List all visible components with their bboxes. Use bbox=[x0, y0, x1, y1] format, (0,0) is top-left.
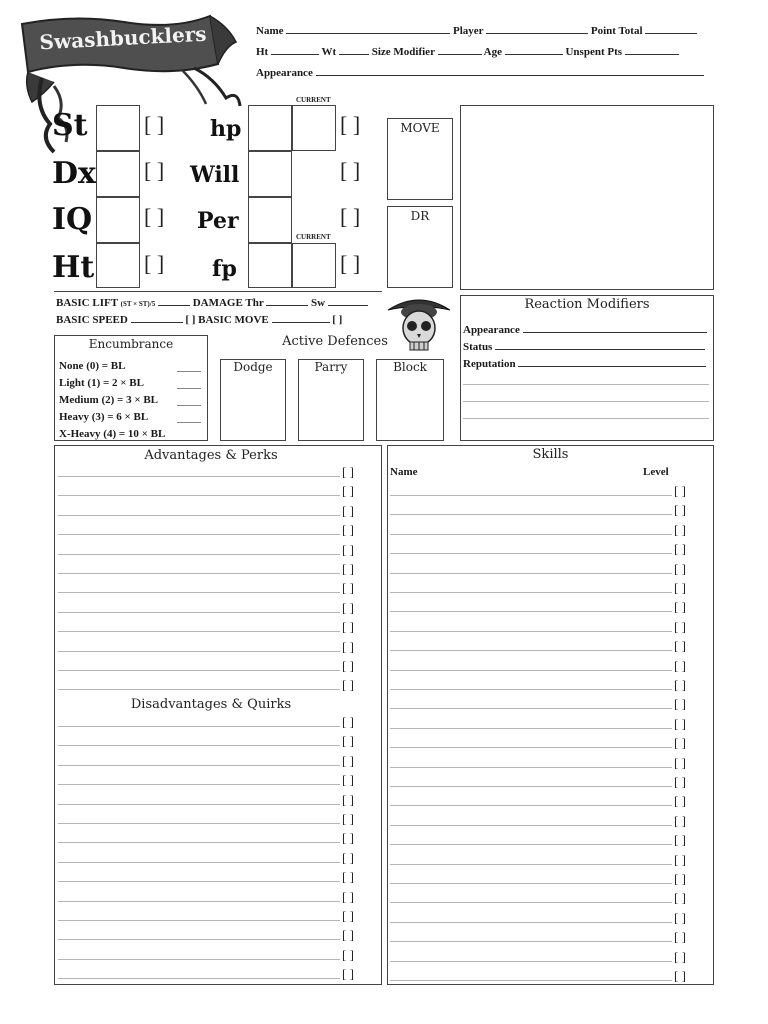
skill-row-cost[interactable]: [ ] bbox=[674, 871, 686, 886]
reaction-reputation-label: Reputation bbox=[463, 358, 516, 370]
skills-level-header: Level bbox=[643, 466, 669, 478]
attr-fp-cost[interactable]: [ ] bbox=[340, 251, 361, 276]
encumbrance-value-light[interactable] bbox=[177, 372, 201, 389]
wt-label: Wt bbox=[321, 46, 337, 58]
name-field[interactable] bbox=[286, 24, 450, 34]
disadvantage-row-line[interactable] bbox=[58, 881, 340, 882]
reaction-reputation-field[interactable] bbox=[518, 357, 706, 367]
header-row-2 bbox=[256, 45, 679, 58]
basic-lift-formula: (ST × ST)/5 bbox=[120, 300, 156, 308]
parry-box[interactable] bbox=[298, 359, 364, 441]
encumbrance-row-light[interactable]: Light (1) = 2 × BL bbox=[59, 377, 144, 389]
point-total-field[interactable] bbox=[645, 24, 697, 34]
skills-panel bbox=[387, 445, 714, 985]
skill-row-line[interactable] bbox=[390, 689, 672, 690]
skill-row-line[interactable] bbox=[390, 708, 672, 709]
skill-row-line[interactable] bbox=[390, 767, 672, 768]
disadvantage-row-cost[interactable]: [ ] bbox=[342, 946, 354, 962]
disadvantage-row-line[interactable] bbox=[58, 823, 340, 824]
disadvantage-row-line[interactable] bbox=[58, 765, 340, 766]
attr-st-box[interactable] bbox=[96, 105, 140, 151]
current-hp-label: CURRENT bbox=[296, 96, 331, 104]
reaction-appearance-label: Appearance bbox=[463, 324, 520, 336]
basic-speed-cost[interactable]: [ ] bbox=[185, 314, 196, 326]
skill-row-cost[interactable]: [ ] bbox=[674, 638, 686, 654]
point-total-label: Point Total bbox=[590, 25, 643, 37]
age-field[interactable] bbox=[505, 45, 563, 55]
disadvantage-row-line[interactable] bbox=[58, 939, 340, 940]
block-label: Block bbox=[393, 360, 427, 374]
parry-label: Parry bbox=[314, 360, 348, 374]
basic-move-field[interactable] bbox=[272, 313, 330, 323]
move-label: MOVE bbox=[400, 121, 440, 135]
disadvantage-row-cost[interactable]: [ ] bbox=[342, 830, 354, 846]
advantage-row-cost[interactable]: [ ] bbox=[342, 483, 354, 499]
dr-box[interactable] bbox=[387, 206, 453, 288]
skill-row-line[interactable] bbox=[390, 922, 672, 923]
encumbrance-value-medium[interactable] bbox=[177, 389, 201, 406]
disadvantage-row-cost[interactable]: [ ] bbox=[342, 714, 354, 729]
advantage-row-cost[interactable]: [ ] bbox=[342, 464, 354, 479]
skill-row-line[interactable] bbox=[390, 495, 672, 496]
advantage-row-line[interactable] bbox=[58, 612, 340, 613]
skill-row-cost[interactable]: [ ] bbox=[674, 754, 686, 770]
attr-iq-box[interactable] bbox=[96, 197, 140, 243]
skill-row-line[interactable] bbox=[390, 611, 672, 612]
disadvantage-row-line[interactable] bbox=[58, 726, 340, 727]
skill-row-line[interactable] bbox=[390, 573, 672, 574]
encumbrance-panel bbox=[54, 335, 208, 441]
attr-ht-label: Ht bbox=[52, 250, 95, 285]
basic-speed-label: BASIC SPEED bbox=[56, 314, 128, 326]
damage-thr-field[interactable] bbox=[266, 296, 308, 306]
skill-row-line[interactable] bbox=[390, 980, 672, 981]
advantage-row-line[interactable] bbox=[58, 689, 340, 690]
skill-row-line[interactable] bbox=[390, 534, 672, 535]
name-label: Name bbox=[256, 25, 284, 37]
attr-will-cost[interactable]: [ ] bbox=[340, 158, 361, 183]
current-fp-label: CURRENT bbox=[296, 233, 331, 241]
age-label: Age bbox=[483, 46, 502, 58]
appearance-label: Appearance bbox=[256, 67, 313, 79]
wt-field[interactable] bbox=[339, 45, 369, 55]
attr-iq-label: IQ bbox=[52, 202, 93, 237]
sw-field[interactable] bbox=[328, 296, 368, 306]
disadvantage-row-cost[interactable]: [ ] bbox=[342, 849, 354, 865]
advantage-row-line[interactable] bbox=[58, 631, 340, 632]
skill-row-cost[interactable]: [ ] bbox=[674, 618, 686, 634]
skill-row-cost[interactable]: [ ] bbox=[674, 580, 686, 595]
disadvantage-row-line[interactable] bbox=[58, 959, 340, 960]
skill-row-line[interactable] bbox=[390, 747, 672, 748]
size-modifier-field[interactable] bbox=[438, 45, 482, 55]
basic-move-label: BASIC MOVE bbox=[198, 314, 269, 326]
skill-row-cost[interactable]: [ ] bbox=[674, 502, 686, 518]
advantage-row-line[interactable] bbox=[58, 476, 340, 477]
header-row-3 bbox=[256, 66, 704, 79]
skill-row-cost[interactable]: [ ] bbox=[674, 948, 686, 964]
attr-fp-label: fp bbox=[212, 256, 237, 282]
reaction-line[interactable] bbox=[463, 384, 709, 385]
skill-row-line[interactable] bbox=[390, 883, 672, 884]
reaction-appearance-field[interactable] bbox=[523, 323, 707, 333]
attr-st-cost[interactable]: [ ] bbox=[144, 112, 165, 137]
skill-row-cost[interactable]: [ ] bbox=[674, 909, 686, 925]
skill-row-cost[interactable]: [ ] bbox=[674, 968, 686, 983]
skill-row-cost[interactable]: [ ] bbox=[674, 696, 686, 712]
skill-row-cost[interactable]: [ ] bbox=[674, 560, 686, 576]
unspent-pts-label: Unspent Pts bbox=[565, 46, 623, 58]
skill-row-cost[interactable]: [ ] bbox=[674, 599, 686, 615]
disadvantage-row-line[interactable] bbox=[58, 978, 340, 979]
encumbrance-value-none[interactable] bbox=[177, 358, 201, 372]
advantage-row-line[interactable] bbox=[58, 651, 340, 652]
size-modifier-label: Size Modifier bbox=[371, 46, 435, 58]
advantage-row-cost[interactable]: [ ] bbox=[342, 580, 354, 596]
disadvantages-title: Disadvantages & Quirks bbox=[130, 697, 292, 712]
player-field[interactable] bbox=[486, 24, 588, 34]
dr-label: DR bbox=[410, 209, 430, 223]
disadvantage-row-line[interactable] bbox=[58, 901, 340, 902]
reaction-status-field[interactable] bbox=[495, 340, 705, 350]
attr-hp-current-box[interactable] bbox=[292, 105, 336, 151]
skill-row-cost[interactable]: [ ] bbox=[674, 774, 686, 789]
skill-row-cost[interactable]: [ ] bbox=[674, 715, 686, 731]
skill-row-cost[interactable]: [ ] bbox=[674, 521, 686, 537]
basic-move-cost[interactable]: [ ] bbox=[332, 314, 343, 326]
banner-title: Swashbucklers bbox=[38, 21, 208, 55]
attr-iq-cost[interactable]: [ ] bbox=[144, 204, 165, 229]
skill-row-cost[interactable]: [ ] bbox=[674, 890, 686, 906]
reaction-status-label: Status bbox=[463, 341, 493, 353]
basic-lift-row bbox=[56, 296, 368, 309]
advantage-row-line[interactable] bbox=[58, 534, 340, 535]
attr-fp-current-box[interactable] bbox=[292, 243, 336, 288]
disadvantage-row-cost[interactable]: [ ] bbox=[342, 869, 354, 885]
basic-speed-field[interactable] bbox=[131, 313, 183, 323]
skills-name-header: Name bbox=[390, 466, 418, 478]
advantage-row-line[interactable] bbox=[58, 573, 340, 574]
disadvantage-row-cost[interactable]: [ ] bbox=[342, 927, 354, 943]
skill-row-line[interactable] bbox=[390, 631, 672, 632]
attr-dx-box[interactable] bbox=[96, 151, 140, 197]
encumbrance-value-heavy[interactable] bbox=[177, 406, 201, 423]
advantage-row-line[interactable] bbox=[58, 515, 340, 516]
disadvantage-row-cost[interactable]: [ ] bbox=[342, 811, 354, 826]
ht-field[interactable] bbox=[271, 45, 319, 55]
active-defences-title: Active Defences bbox=[282, 334, 388, 349]
unspent-pts-field[interactable] bbox=[625, 45, 679, 55]
encumbrance-row-medium[interactable]: Medium (2) = 3 × BL bbox=[59, 394, 159, 406]
attr-st-label: St bbox=[52, 108, 88, 143]
advantage-row-line[interactable] bbox=[58, 495, 340, 496]
skill-row-cost[interactable]: [ ] bbox=[674, 677, 686, 692]
advantage-row-line[interactable] bbox=[58, 554, 340, 555]
stats-divider bbox=[54, 291, 382, 292]
disadvantage-row-cost[interactable]: [ ] bbox=[342, 791, 354, 807]
attr-will-label: Will bbox=[190, 162, 240, 188]
disadvantage-row-line[interactable] bbox=[58, 745, 340, 746]
disadvantage-row-cost[interactable]: [ ] bbox=[342, 733, 354, 749]
reaction-line[interactable] bbox=[463, 401, 709, 402]
skill-row-cost[interactable]: [ ] bbox=[674, 735, 686, 751]
reaction-panel bbox=[460, 295, 714, 441]
advantage-row-cost[interactable]: [ ] bbox=[342, 599, 354, 615]
advantage-row-cost[interactable]: [ ] bbox=[342, 561, 354, 576]
basic-speed-row bbox=[56, 313, 342, 326]
disadvantage-row-line[interactable] bbox=[58, 862, 340, 863]
skill-row-line[interactable] bbox=[390, 902, 672, 903]
attr-per-cost[interactable]: [ ] bbox=[340, 204, 361, 229]
skill-row-line[interactable] bbox=[390, 864, 672, 865]
skills-title: Skills bbox=[532, 447, 569, 462]
skill-row-line[interactable] bbox=[390, 670, 672, 671]
disadvantage-row-cost[interactable]: [ ] bbox=[342, 772, 354, 788]
reaction-line[interactable] bbox=[463, 418, 709, 419]
disadvantage-row-cost[interactable]: [ ] bbox=[342, 888, 354, 904]
encumbrance-title: Encumbrance bbox=[88, 337, 174, 351]
ht-label: Ht bbox=[256, 46, 269, 58]
disadvantage-row-cost[interactable]: [ ] bbox=[342, 966, 354, 982]
advantage-row-cost[interactable]: [ ] bbox=[342, 522, 354, 538]
attr-ht-cost[interactable]: [ ] bbox=[144, 251, 165, 276]
advantage-row-cost[interactable]: [ ] bbox=[342, 502, 354, 518]
skill-row-line[interactable] bbox=[390, 786, 672, 787]
encumbrance-row-none[interactable]: None (0) = BL bbox=[59, 360, 126, 372]
skill-row-line[interactable] bbox=[390, 553, 672, 554]
skill-row-line[interactable] bbox=[390, 805, 672, 806]
skill-row-cost[interactable]: [ ] bbox=[674, 929, 686, 945]
disadvantage-row-line[interactable] bbox=[58, 784, 340, 785]
skill-row-line[interactable] bbox=[390, 514, 672, 515]
skill-row-cost[interactable]: [ ] bbox=[674, 793, 686, 809]
skill-row-line[interactable] bbox=[390, 844, 672, 845]
attr-per-box[interactable] bbox=[248, 197, 292, 243]
attr-dx-label: Dx bbox=[52, 156, 96, 191]
advantage-row-line[interactable] bbox=[58, 592, 340, 593]
encumbrance-row-xheavy[interactable]: X-Heavy (4) = 10 × BL bbox=[59, 428, 166, 440]
disadvantage-row-cost[interactable]: [ ] bbox=[342, 752, 354, 768]
player-label: Player bbox=[453, 25, 484, 37]
advantage-row-cost[interactable]: [ ] bbox=[342, 677, 354, 693]
traits-panel bbox=[54, 445, 382, 985]
dodge-label: Dodge bbox=[233, 360, 273, 374]
attr-fp-box[interactable] bbox=[248, 243, 292, 288]
skill-row-line[interactable] bbox=[390, 592, 672, 593]
move-box[interactable] bbox=[387, 118, 453, 200]
damage-thr-label: DAMAGE Thr bbox=[192, 297, 264, 309]
advantage-row-cost[interactable]: [ ] bbox=[342, 638, 354, 654]
appearance-field[interactable] bbox=[316, 66, 704, 76]
sw-label: Sw bbox=[311, 297, 326, 309]
skill-row-cost[interactable]: [ ] bbox=[674, 657, 686, 673]
skill-row-cost[interactable]: [ ] bbox=[674, 483, 686, 498]
skill-row-line[interactable] bbox=[390, 728, 672, 729]
skill-row-line[interactable] bbox=[390, 961, 672, 962]
attr-dx-cost[interactable]: [ ] bbox=[144, 158, 165, 183]
attr-hp-box[interactable] bbox=[248, 105, 292, 151]
attr-hp-cost[interactable]: [ ] bbox=[340, 112, 361, 137]
disadvantage-row-line[interactable] bbox=[58, 842, 340, 843]
dodge-box[interactable] bbox=[220, 359, 286, 441]
attr-ht-box[interactable] bbox=[96, 243, 140, 288]
skill-row-line[interactable] bbox=[390, 650, 672, 651]
attr-will-box[interactable] bbox=[248, 151, 292, 197]
advantage-row-cost[interactable]: [ ] bbox=[342, 541, 354, 557]
disadvantage-row-line[interactable] bbox=[58, 804, 340, 805]
encumbrance-row-heavy[interactable]: Heavy (3) = 6 × BL bbox=[59, 411, 149, 423]
basic-lift-label: BASIC LIFT bbox=[56, 297, 118, 309]
skill-row-cost[interactable]: [ ] bbox=[674, 832, 686, 848]
skill-row-line[interactable] bbox=[390, 825, 672, 826]
advantage-row-cost[interactable]: [ ] bbox=[342, 658, 354, 673]
advantages-title: Advantages & Perks bbox=[144, 448, 278, 463]
disadvantage-row-line[interactable] bbox=[58, 920, 340, 921]
skill-row-cost[interactable]: [ ] bbox=[674, 851, 686, 867]
skill-row-line[interactable] bbox=[390, 941, 672, 942]
advantage-row-cost[interactable]: [ ] bbox=[342, 619, 354, 635]
attr-hp-label: hp bbox=[210, 116, 242, 142]
disadvantage-row-cost[interactable]: [ ] bbox=[342, 908, 354, 923]
portrait-box[interactable] bbox=[460, 105, 714, 290]
attr-per-label: Per bbox=[197, 208, 239, 234]
skill-row-cost[interactable]: [ ] bbox=[674, 812, 686, 828]
skill-row-cost[interactable]: [ ] bbox=[674, 541, 686, 557]
basic-lift-field[interactable] bbox=[158, 296, 190, 306]
header-row-1 bbox=[256, 24, 697, 37]
block-box[interactable] bbox=[376, 359, 444, 441]
reaction-title: Reaction Modifiers bbox=[524, 297, 650, 312]
advantage-row-line[interactable] bbox=[58, 670, 340, 671]
